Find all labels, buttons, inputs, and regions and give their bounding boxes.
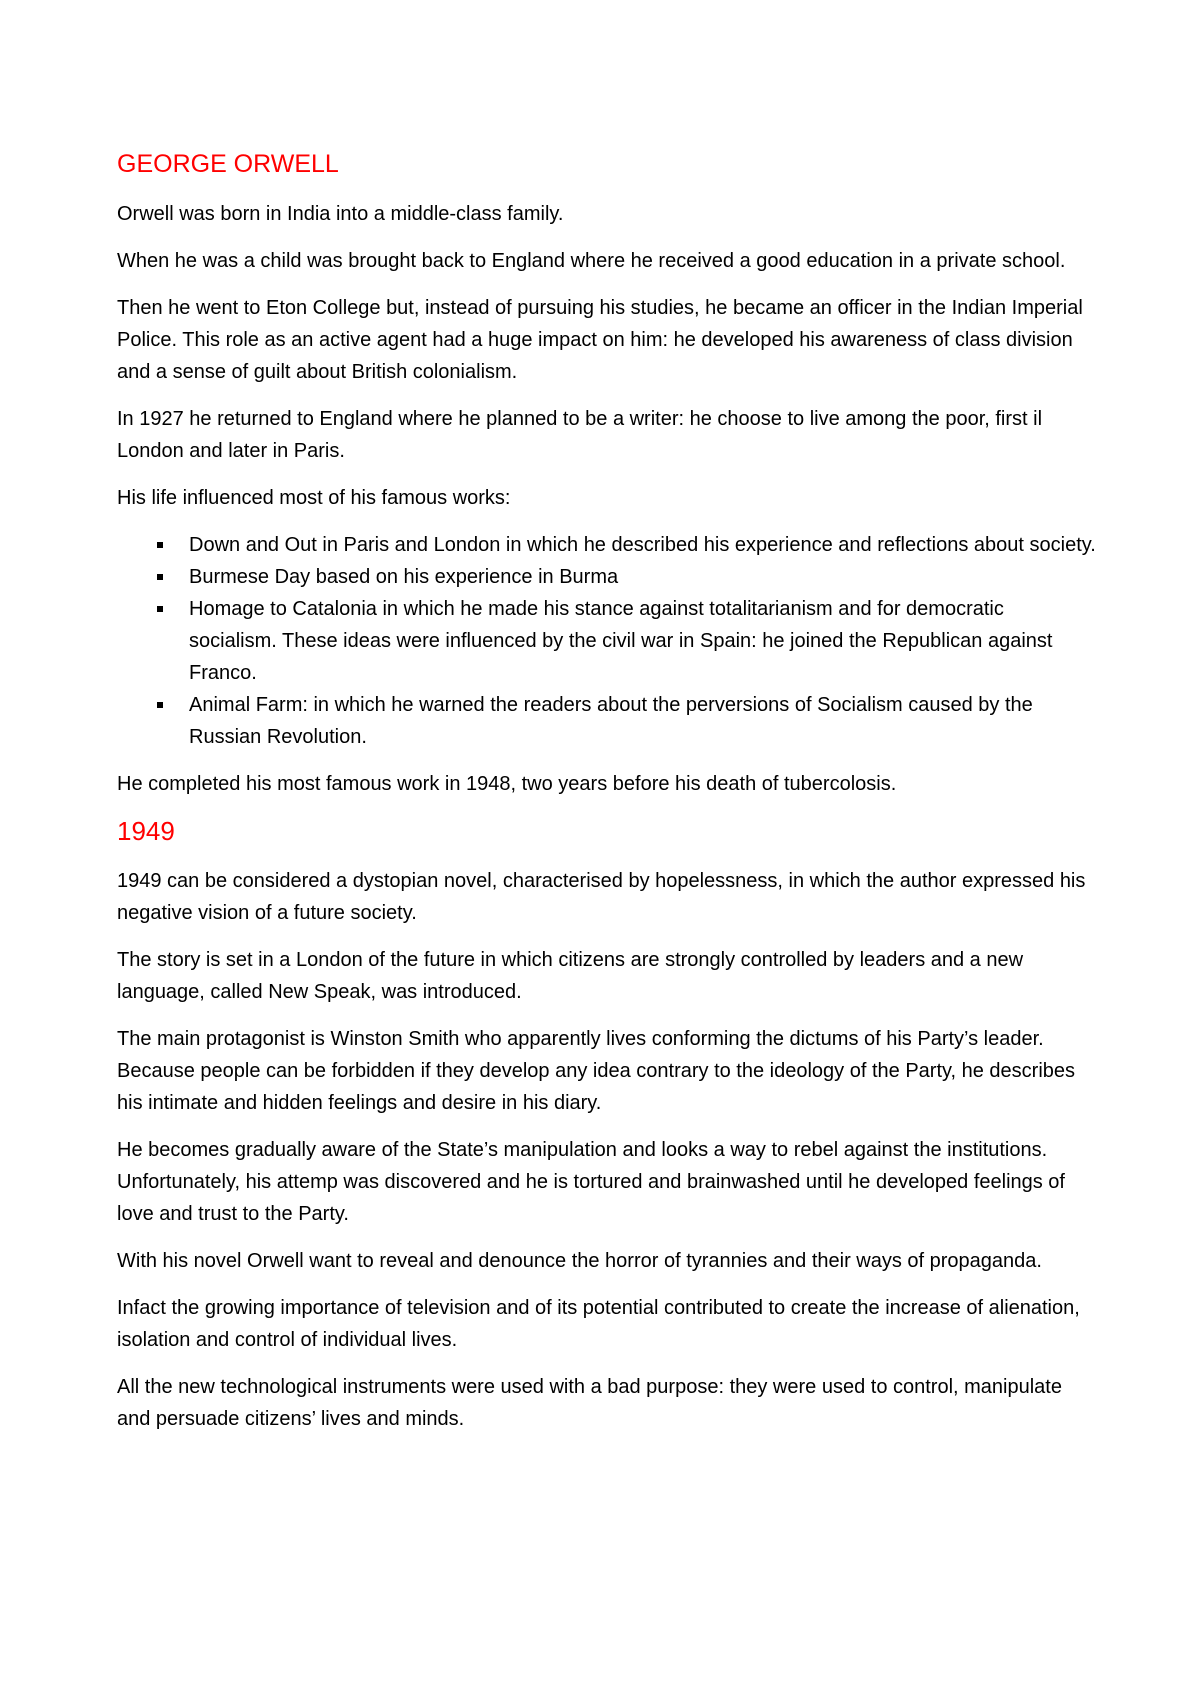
paragraph: With his novel Orwell want to reveal and denounce the horror of tyrannies and their ways of propaganda. [117,1250,1042,1272]
works-list [117,529,1097,753]
list-item [117,561,1097,593]
list-item-text: Homage to Catalonia in which he made his stance against totalitarianism and for democratic socialism. These ideas were influenced by the civil war in Spain: he joined the Republican against Franco. [189,598,1053,684]
square-bullet-icon [157,542,163,548]
list-item [117,593,1097,689]
paragraph: Orwell was born in India into a middle-class family. [117,203,564,225]
section-title-1949: 1949 [117,816,175,846]
paragraph: He becomes gradually aware of the State’s manipulation and looks a way to rebel against the institutions. Unfortunately, his attemp was discovered and he is tortured and brainwashed until he developed feelings of love and trust to the Party. [117,1139,1065,1225]
square-bullet-icon [157,702,163,708]
paragraph: His life influenced most of his famous works: [117,487,511,509]
paragraph: All the new technological instruments were used with a bad purpose: they were used to control, manipulate and persuade citizens’ lives and minds. [117,1376,1062,1430]
paragraph: He completed his most famous work in 1948, two years before his death of tubercolosis. [117,773,897,795]
paragraph: In 1927 he returned to England where he planned to be a writer: he choose to live among the poor, first il London and later in Paris. [117,408,1043,462]
paragraph: 1949 can be considered a dystopian novel, characterised by hopelessness, in which the author expressed his negative vision of a future society. [117,870,1086,924]
paragraph: The main protagonist is Winston Smith who apparently lives conforming the dictums of his Party’s leader. Because people can be forbidden if they develop any idea contrary to the ideology of the Party, he describes his intimate and hidden feelings and desire in his diary. [117,1028,1076,1114]
section-title-george-orwell: GEORGE ORWELL [117,150,339,178]
list-item-text: Animal Farm: in which he warned the readers about the perversions of Socialism caused by the Russian Revolution. [189,694,1033,748]
paragraph: Then he went to Eton College but, instead of pursuing his studies, he became an officer in the Indian Imperial Police. This role as an active agent had a huge impact on him: he developed his awareness of class division and a sense of guilt about British colonialism. [117,297,1083,383]
square-bullet-icon [157,606,163,612]
paragraph: Infact the growing importance of television and of its potential contributed to create the increase of alienation, isolation and control of individual lives. [117,1297,1080,1351]
list-item [117,529,1097,561]
paragraph: The story is set in a London of the future in which citizens are strongly controlled by leaders and a new language, called New Speak, was introduced. [117,949,1024,1003]
list-item-text: Down and Out in Paris and London in which he described his experience and reflections about society. [189,534,1096,556]
document-page [117,148,1097,1450]
paragraph: When he was a child was brought back to England where he received a good education in a private school. [117,250,1066,272]
list-item [117,689,1097,753]
list-item-text: Burmese Day based on his experience in Burma [189,566,619,588]
square-bullet-icon [157,574,163,580]
